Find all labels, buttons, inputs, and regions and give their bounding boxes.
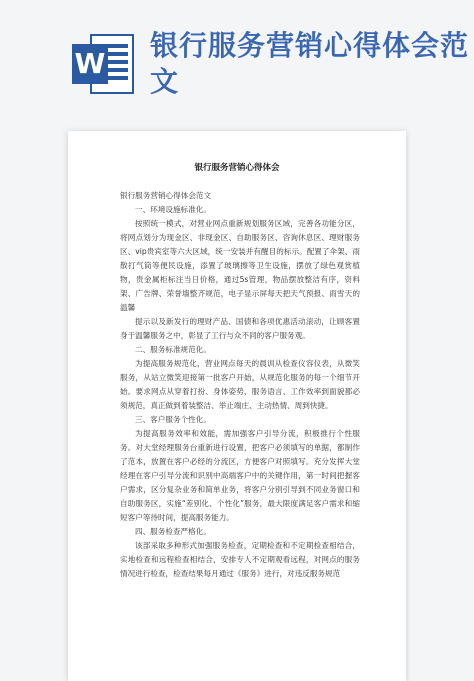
doc-heading-2: 二、服务标准规范化。 bbox=[135, 345, 211, 354]
doc-paragraph: 为提高服务规范化，营业网点每天的晨训从检查仪容仪表，从微笑服务，从站立微笑迎接第一批客户开始，从规范化服务的每一个细节开始。要求网点从穿着打扮、身体姿势、服务语言、工作效率到面貌都必须规范，真正做到着装整洁、举止端庄、主动热情、周到快捷。 bbox=[120, 359, 360, 410]
word-document-icon bbox=[72, 34, 136, 94]
banner-title: 银行服务营销心得体会范文 bbox=[150, 29, 470, 98]
doc-paragraph-intro: 银行服务营销心得体会范文 bbox=[120, 191, 212, 200]
header-banner bbox=[0, 0, 474, 118]
doc-paragraph: 为提高服务效率和效能，需加强客户引导分流，积极推行个性服务。对大堂经理服务台重新进行设置，把客户必须填写的单据，都制作了范本，放置在客户必经的分流区，方便客户对照填写。充分发挥大堂经理在客户引导分流和识别中高端客户中的关键作用，第一时间把握客户需求，区分复杂业务和简单业务，将客户分别引导到不同业务窗口和自助服务区，实施“差别化、个性化”服务，最大限度满足客户需求和缩短客户等待时间，提高服务能力。 bbox=[120, 429, 360, 522]
document-title: 银行服务营销心得体会 bbox=[194, 163, 280, 173]
doc-heading-3: 三、客户服务个性化。 bbox=[135, 415, 211, 424]
doc-heading-1: 一、环境设施标准化。 bbox=[135, 205, 211, 214]
document-body bbox=[120, 189, 360, 581]
doc-paragraph: 该部采取多种形式加强服务检查，定期检查和不定期检查相结合，实地检查和远程检查相结合，安排专人不定期观看远程，对网点的服务情况进行检查，检查结果每月通过《服务》进行，对违反服务规范 bbox=[120, 541, 360, 578]
word-letter-badge: W bbox=[72, 44, 108, 84]
doc-paragraph: 按照统一模式，对营业网点重新规划服务区域，完善各功能分区，将网点划分为现金区、非现金区、自助服务区、咨询休息区、理财服务区、vip贵宾室等六大区域，统一安装并有醒目的标示。配置了伞架、雨散打气筒等便民设施，添置了玻璃擦等卫生设施，摆放了绿色观赏植物，贵金属柜标注当日价格，通过5s管理，物品摆放整洁有序，资料架、广告牌、荣誉墙整齐规范，电子显示屏每天把天气预报、雨雪天的温馨 bbox=[120, 219, 360, 312]
doc-heading-4: 四、服务检查严格化。 bbox=[135, 527, 211, 536]
document-page bbox=[68, 131, 406, 681]
doc-paragraph: 提示以及新发行的理财产品、国债和各项优惠活动滚动，让顾客置身于温馨服务之中，彰显了工行与众不同的客户服务观。 bbox=[120, 317, 360, 340]
